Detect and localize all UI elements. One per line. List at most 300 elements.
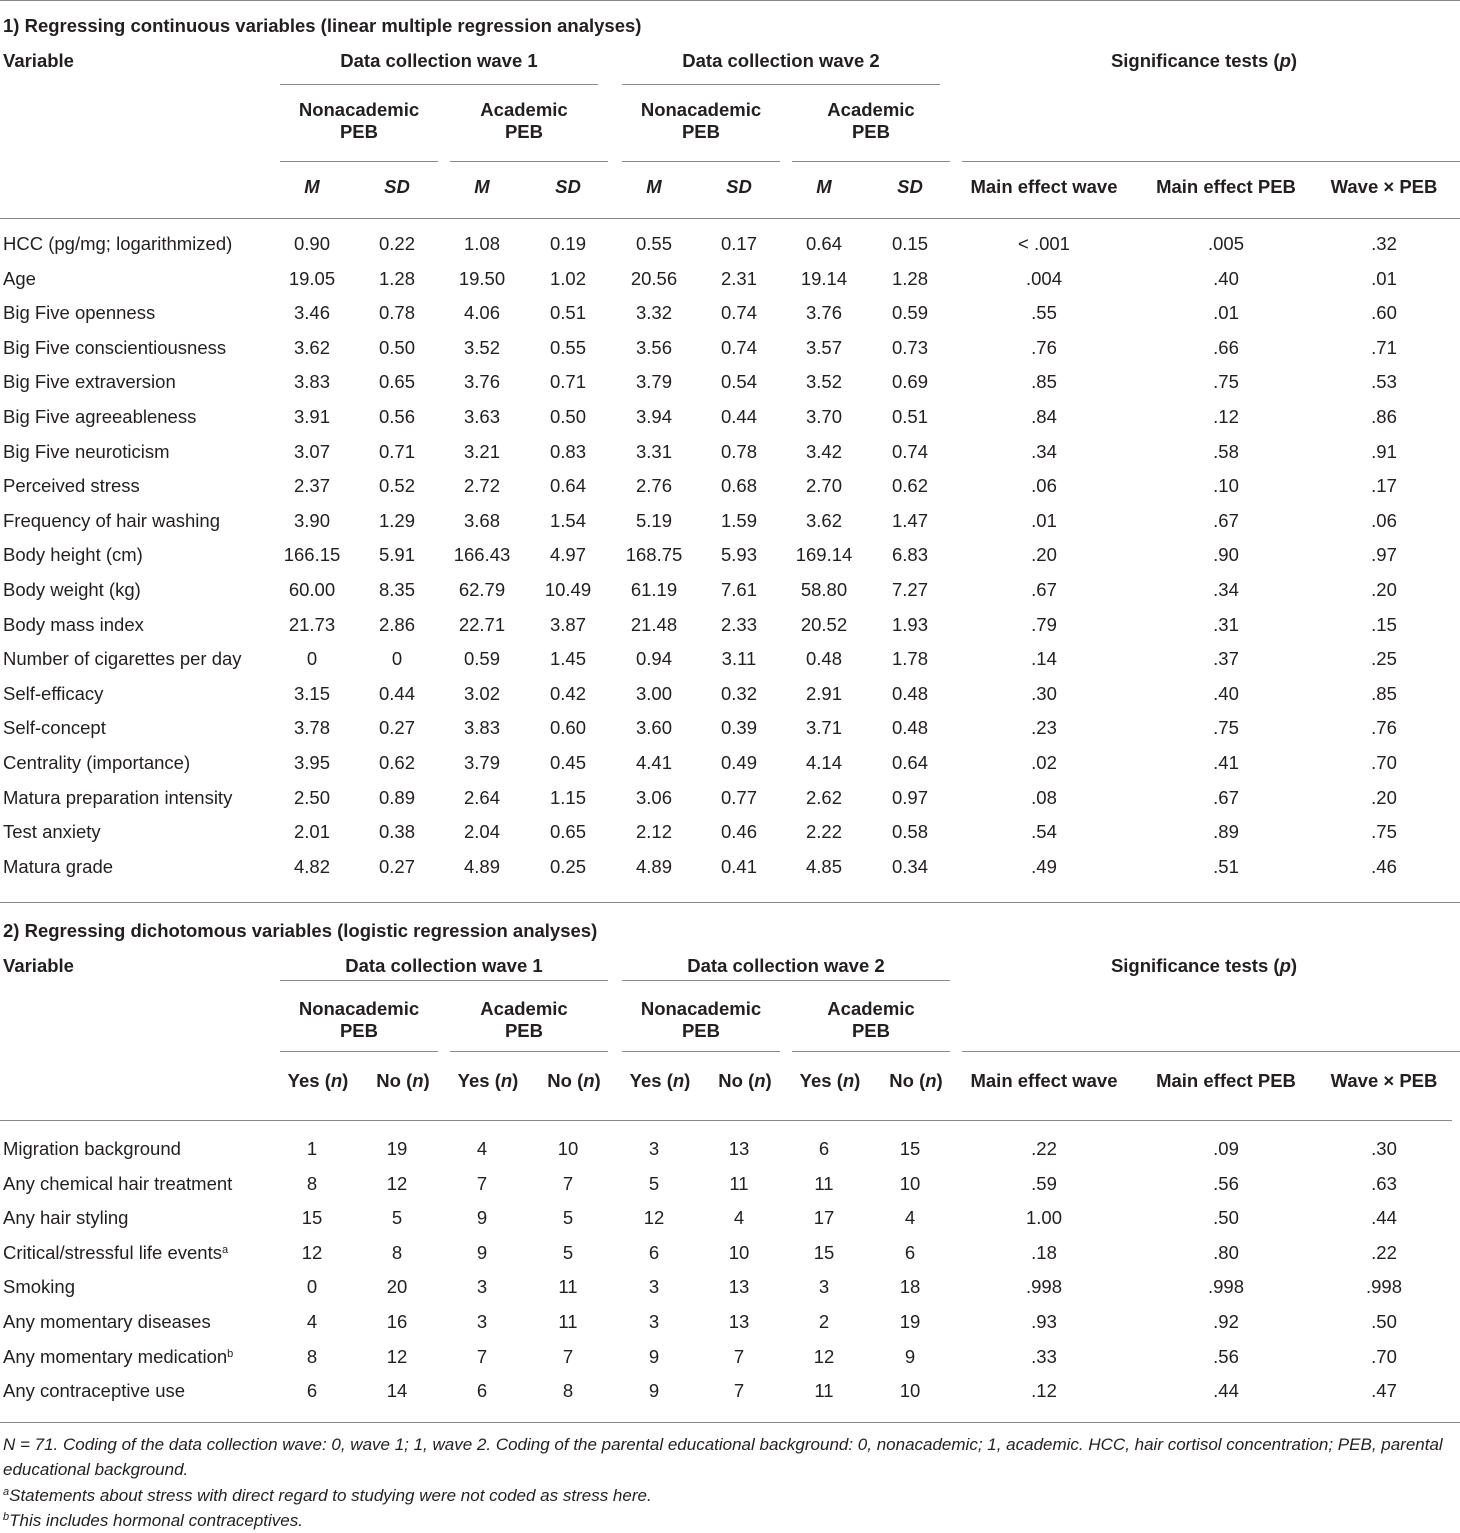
row-variable-name: Age <box>3 267 36 289</box>
table-cell: .75 <box>1213 717 1239 739</box>
table-cell: 11 <box>814 1380 834 1402</box>
table-cell: .59 <box>1031 1172 1057 1194</box>
table-cell: 0.51 <box>549 302 586 324</box>
table-cell: .998 <box>1365 1276 1402 1298</box>
row-variable-name: Big Five neuroticism <box>3 440 170 462</box>
column-header: No (n) <box>376 1070 430 1091</box>
table-row <box>0 1204 1460 1232</box>
table-cell: 1.15 <box>549 786 586 808</box>
table-cell: 60.00 <box>288 579 336 600</box>
table-cell: 4.97 <box>549 544 586 566</box>
table-cell: 0.48 <box>891 682 928 704</box>
s2-header-wave1: Data collection wave 1 <box>345 955 543 976</box>
table-cell: 6 <box>648 1241 660 1263</box>
table-cell: 0.54 <box>720 371 757 393</box>
table-cell: 3.52 <box>463 336 500 358</box>
table-cell: 0.45 <box>549 752 586 773</box>
section2-title: 2) Regressing dichotomous variables (logistic regression analyses) <box>3 920 598 941</box>
table-cell: 10 <box>899 1380 921 1402</box>
table-cell: 9 <box>904 1345 916 1367</box>
table-cell: 3.60 <box>635 717 672 739</box>
table-cell: 0.68 <box>720 475 757 497</box>
table-cell: 0.15 <box>891 233 928 254</box>
table-cell: 19 <box>386 1138 408 1159</box>
table-cell: 3 <box>648 1311 660 1332</box>
table-cell: 0.59 <box>891 302 928 324</box>
table-cell: 12 <box>813 1345 835 1367</box>
table-cell: 12 <box>643 1207 665 1229</box>
table-cell: 0.73 <box>891 336 928 358</box>
table-cell: 8 <box>306 1172 318 1194</box>
table-cell: 3.79 <box>463 752 500 773</box>
row-variable-name: Any momentary diseases <box>3 1311 211 1332</box>
row-variable-name: Big Five conscientiousness <box>3 336 227 358</box>
table-row <box>0 368 1460 396</box>
table-row <box>0 403 1460 431</box>
table-cell: 3.62 <box>805 509 842 531</box>
table-cell: .18 <box>1031 1241 1057 1263</box>
s1-sub-rule-3 <box>622 161 780 162</box>
top-rule <box>0 0 1460 1</box>
table-row <box>0 645 1460 673</box>
s2-sub-rule-4 <box>792 1051 950 1052</box>
table-cell: 2.72 <box>463 475 500 497</box>
table-cell: 13 <box>728 1311 750 1332</box>
table-cell: 5 <box>562 1241 574 1263</box>
row-variable-name: Smoking <box>3 1276 75 1298</box>
table-cell: .31 <box>1213 613 1239 635</box>
column-header: SD <box>384 176 410 197</box>
table-cell: 6.83 <box>891 544 928 566</box>
table-cell: 8 <box>562 1380 574 1402</box>
table-cell: .37 <box>1213 648 1239 670</box>
table-cell: 2.31 <box>720 267 757 289</box>
table-cell: 5 <box>648 1172 660 1194</box>
table-cell: .12 <box>1213 406 1239 427</box>
table-cell: 9 <box>648 1380 660 1402</box>
table-cell: 0.22 <box>378 233 415 254</box>
row-variable-name: Big Five agreeableness <box>3 406 197 427</box>
table-cell: .47 <box>1371 1380 1397 1402</box>
table-cell: .51 <box>1213 855 1239 877</box>
table-cell: 0.41 <box>720 855 757 877</box>
table-cell: 3 <box>648 1276 660 1298</box>
table-cell: 20.52 <box>800 613 848 635</box>
column-header-main-effect-wave: Main effect wave <box>970 176 1118 197</box>
table-row <box>0 818 1460 846</box>
table-cell: 20 <box>386 1276 408 1298</box>
table-cell: 22.71 <box>458 613 506 635</box>
table-cell: 1.59 <box>720 509 757 531</box>
table-cell: 19.50 <box>458 267 506 289</box>
table-cell: .30 <box>1371 1138 1397 1159</box>
table-cell: 0.42 <box>549 682 586 704</box>
table-cell: 2.64 <box>463 786 500 808</box>
table-cell: 3.02 <box>463 682 500 704</box>
table-cell: 0.64 <box>549 475 586 497</box>
table-cell: 3.52 <box>805 371 842 393</box>
table-cell: 3.76 <box>463 371 500 393</box>
table-row <box>0 334 1460 362</box>
table-cell: 1.00 <box>1025 1207 1062 1229</box>
table-cell: 1.29 <box>378 509 415 531</box>
table-cell: .58 <box>1213 440 1239 462</box>
table-cell: .33 <box>1031 1345 1057 1367</box>
row-variable-name: Any momentary medication$^b$ <box>3 1345 234 1367</box>
column-header: SD <box>555 176 581 197</box>
table-cell: 0.62 <box>891 475 928 497</box>
table-cell: 0.34 <box>891 855 928 877</box>
s1-header-bottom-rule <box>0 218 1460 219</box>
table-cell: 2.12 <box>635 821 672 843</box>
table-cell: 15 <box>301 1207 323 1229</box>
table-cell: 2.33 <box>720 613 757 635</box>
table-cell: 3.78 <box>293 717 330 739</box>
table-row <box>0 265 1460 293</box>
column-header: M <box>474 176 490 197</box>
table-cell: 11 <box>729 1172 749 1194</box>
column-header-main-effect-peb: Main effect PEB <box>1156 1070 1296 1091</box>
table-cell: 20.56 <box>630 267 678 289</box>
table-cell: 2.70 <box>805 475 842 497</box>
section1-title: 1) Regressing continuous variables (linear multiple regression analyses) <box>3 15 642 36</box>
column-header-interaction: Wave × PEB <box>1330 176 1438 197</box>
row-variable-name: Any hair styling <box>3 1207 129 1229</box>
row-variable-name: Self-concept <box>3 717 106 739</box>
s1-header-sig: Significance tests (p) <box>1110 50 1298 71</box>
s1-sub-rule-4 <box>792 161 950 162</box>
row-variable-name: Big Five extraversion <box>3 371 176 393</box>
table-cell: .44 <box>1371 1207 1397 1229</box>
table-cell: 0.25 <box>549 855 586 877</box>
s1-header-wave2: Data collection wave 2 <box>682 50 880 71</box>
table-cell: 0.74 <box>891 440 928 462</box>
table-cell: .49 <box>1031 855 1057 877</box>
table-cell: 1.08 <box>463 233 500 254</box>
column-header: M <box>646 176 662 197</box>
s2-w1-academic: Academic PEB <box>480 998 568 1041</box>
s1-sub-rule-1 <box>280 161 438 162</box>
table-cell: 0.69 <box>891 371 928 393</box>
table-cell: 3.31 <box>635 440 672 462</box>
table-cell: 0.60 <box>549 717 586 739</box>
table-cell: 19.14 <box>800 267 848 289</box>
table-cell: 3.46 <box>293 302 330 324</box>
table-cell: 6 <box>818 1138 830 1159</box>
table-cell: 12 <box>386 1172 408 1194</box>
table-cell: 10.49 <box>544 579 592 600</box>
table-cell: 13 <box>728 1276 750 1298</box>
column-header: No (n) <box>547 1070 601 1091</box>
table-cell: 3.90 <box>293 509 330 531</box>
column-header: No (n) <box>718 1070 772 1091</box>
row-variable-name: Body height (cm) <box>3 544 143 566</box>
bottom-rule <box>0 1422 1460 1423</box>
row-variable-name: Body weight (kg) <box>3 579 141 600</box>
row-variable-name: Frequency of hair washing <box>3 509 220 531</box>
table-cell: 0 <box>391 648 403 670</box>
table-cell: 7 <box>476 1172 488 1194</box>
table-cell: 0.27 <box>378 717 415 739</box>
table-cell: 0.64 <box>805 233 842 254</box>
s2-wave2-rule <box>622 980 950 981</box>
table-cell: 16 <box>386 1311 408 1332</box>
table-cell: .67 <box>1213 786 1239 808</box>
table-cell: 3.06 <box>635 786 672 808</box>
table-cell: 0.56 <box>378 406 415 427</box>
table-cell: 0.65 <box>378 371 415 393</box>
table-cell: 3.87 <box>549 613 586 635</box>
table-cell: 7 <box>476 1345 488 1367</box>
table-cell: .25 <box>1371 648 1397 670</box>
table-row <box>0 299 1460 327</box>
table-cell: 0.27 <box>378 855 415 877</box>
table-cell: 4.14 <box>805 752 842 773</box>
table-cell: .40 <box>1213 267 1239 289</box>
table-cell: 0.89 <box>378 786 415 808</box>
table-note-a: $^a$Statements about stress with direct regard to studying were not coded as stress here. <box>3 1486 652 1505</box>
table-cell: 1.93 <box>891 613 928 635</box>
table-cell: 3.00 <box>635 682 672 704</box>
table-cell: .75 <box>1213 371 1239 393</box>
table-cell: 7.27 <box>891 579 928 600</box>
table-cell: .10 <box>1213 475 1239 497</box>
table-cell: 2.50 <box>293 786 330 808</box>
table-cell: 5.93 <box>720 544 757 566</box>
table-cell: .004 <box>1025 267 1062 289</box>
table-cell: .85 <box>1031 371 1057 393</box>
table-cell: 15 <box>813 1241 835 1263</box>
table-cell: 21.48 <box>630 613 678 635</box>
table-cell: 5 <box>391 1207 403 1229</box>
table-cell: 2 <box>818 1311 830 1332</box>
table-cell: 4.89 <box>463 855 500 877</box>
table-cell: .23 <box>1031 717 1057 739</box>
table-cell: .01 <box>1371 267 1397 289</box>
row-variable-name: Body mass index <box>3 613 144 635</box>
table-cell: .20 <box>1371 579 1397 600</box>
table-cell: 7 <box>733 1380 745 1402</box>
table-cell: 3.62 <box>293 336 330 358</box>
table-cell: .20 <box>1371 786 1397 808</box>
table-cell: 0.58 <box>891 821 928 843</box>
row-variable-name: Centrality (importance) <box>3 752 191 773</box>
table-cell: .01 <box>1031 509 1057 531</box>
s2-sub-rule-3 <box>622 1051 780 1052</box>
table-cell: 0.17 <box>720 233 757 254</box>
table-cell: 10 <box>899 1172 921 1194</box>
table-row <box>0 1239 1460 1267</box>
table-cell: 4.85 <box>805 855 842 877</box>
table-cell: 0.90 <box>293 233 330 254</box>
row-variable-name: Migration background <box>3 1138 181 1159</box>
column-header: M <box>304 176 320 197</box>
table-cell: 2.01 <box>293 821 330 843</box>
s2-wave1-rule <box>280 980 608 981</box>
s1-wave1-rule <box>280 84 598 85</box>
table-cell: 62.79 <box>458 579 506 600</box>
table-cell: 0 <box>306 648 318 670</box>
table-cell: 0.59 <box>463 648 500 670</box>
table-cell: .06 <box>1371 509 1397 531</box>
table-cell: 10 <box>557 1138 579 1159</box>
table-cell: 0.62 <box>378 752 415 773</box>
table-cell: .92 <box>1213 1311 1239 1332</box>
table-cell: 0.39 <box>720 717 757 739</box>
table-cell: 3.07 <box>293 440 330 462</box>
table-cell: 3.11 <box>721 648 757 670</box>
table-cell: 1.02 <box>549 267 586 289</box>
table-cell: 8 <box>306 1345 318 1367</box>
table-cell: 4 <box>306 1311 318 1332</box>
table-cell: 6 <box>306 1380 318 1402</box>
table-row <box>0 472 1460 500</box>
table-cell: .30 <box>1031 682 1057 704</box>
table-row <box>0 1308 1460 1336</box>
table-row <box>0 1377 1460 1405</box>
table-cell: 3.71 <box>805 717 842 739</box>
table-cell: 17 <box>813 1207 835 1229</box>
table-cell: .32 <box>1371 233 1397 254</box>
table-cell: 3.63 <box>463 406 500 427</box>
table-cell: 11 <box>558 1276 578 1298</box>
table-cell: 12 <box>386 1345 408 1367</box>
table-cell: < .001 <box>1018 233 1070 254</box>
column-header-interaction: Wave × PEB <box>1330 1070 1438 1091</box>
s1-header-variable: Variable <box>3 50 74 71</box>
table-cell: 4.06 <box>463 302 500 324</box>
table-cell: 3.95 <box>293 752 330 773</box>
table-cell: 0.55 <box>549 336 586 358</box>
table-cell: 9 <box>648 1345 660 1367</box>
table-cell: .50 <box>1371 1311 1397 1332</box>
table-cell: 2.62 <box>805 786 842 808</box>
table-cell: 4 <box>904 1207 916 1229</box>
row-variable-name: Any contraceptive use <box>3 1380 186 1402</box>
table-cell: 0.38 <box>378 821 415 843</box>
table-row <box>0 680 1460 708</box>
column-header: M <box>816 176 832 197</box>
column-header: Yes (n) <box>799 1070 861 1091</box>
table-cell: 3.76 <box>805 302 842 324</box>
table-cell: 18 <box>899 1276 921 1298</box>
row-variable-name: Self-efficacy <box>3 682 104 704</box>
s2-header-bottom-rule <box>0 1120 1452 1121</box>
table-row <box>0 1135 1460 1163</box>
table-cell: 2.86 <box>378 613 415 635</box>
table-cell: .55 <box>1031 302 1057 324</box>
table-cell: 166.43 <box>453 544 511 566</box>
table-cell: .17 <box>1371 475 1397 497</box>
s2-sub-rule-sig <box>962 1051 1460 1052</box>
table-cell: 58.80 <box>800 579 848 600</box>
table-cell: 6 <box>476 1380 488 1402</box>
column-header: Yes (n) <box>629 1070 691 1091</box>
table-cell: 2.91 <box>805 682 842 704</box>
table-cell: .50 <box>1213 1207 1239 1229</box>
table-cell: 0.71 <box>549 371 586 393</box>
table-cell: 1 <box>306 1138 318 1159</box>
table-row <box>0 1343 1460 1371</box>
table-cell: 4 <box>476 1138 488 1159</box>
table-cell: 169.14 <box>795 544 853 566</box>
table-cell: .86 <box>1371 406 1397 427</box>
table-row <box>0 1273 1460 1301</box>
table-cell: 2.37 <box>293 475 330 497</box>
table-cell: .90 <box>1213 544 1239 566</box>
table-cell: 0.83 <box>549 440 586 462</box>
table-cell: 0.50 <box>549 406 586 427</box>
row-variable-name: Matura preparation intensity <box>3 786 233 808</box>
table-cell: 0.44 <box>720 406 757 427</box>
table-cell: 4.41 <box>635 752 672 773</box>
table-cell: .71 <box>1371 336 1397 358</box>
table-cell: .85 <box>1371 682 1397 704</box>
table-cell: .14 <box>1031 648 1057 670</box>
table-cell: 0.64 <box>891 752 928 773</box>
table-cell: 15 <box>899 1138 921 1159</box>
table-cell: 2.76 <box>635 475 672 497</box>
table-cell: 0.74 <box>720 302 757 324</box>
table-cell: 3 <box>818 1276 830 1298</box>
row-variable-name: Test anxiety <box>3 821 101 843</box>
table-cell: .63 <box>1371 1172 1397 1194</box>
table-cell: 1.28 <box>891 267 928 289</box>
table-cell: .76 <box>1031 336 1057 358</box>
column-header: SD <box>726 176 752 197</box>
table-cell: 3.57 <box>805 336 842 358</box>
table-cell: 2.22 <box>805 821 842 843</box>
row-variable-name: Any chemical hair treatment <box>3 1172 233 1194</box>
table-cell: .70 <box>1371 752 1397 773</box>
table-cell: 0.50 <box>378 336 415 358</box>
table-cell: 4.89 <box>635 855 672 877</box>
table-row <box>0 749 1460 777</box>
table-cell: .89 <box>1213 821 1239 843</box>
table-row <box>0 784 1460 812</box>
table-cell: .66 <box>1213 336 1239 358</box>
table-cell: .91 <box>1371 440 1397 462</box>
table-cell: 3.56 <box>635 336 672 358</box>
table-cell: 0.97 <box>891 786 928 808</box>
table-row <box>0 1170 1460 1198</box>
table-note-b: $^b$This includes hormonal contraceptives. <box>3 1511 303 1530</box>
table-cell: .46 <box>1371 855 1397 877</box>
table-cell: 0.48 <box>805 648 842 670</box>
s1-w2-nonacademic: Nonacademic PEB <box>640 99 762 142</box>
table-cell: 14 <box>386 1380 408 1402</box>
s2-w2-nonacademic: Nonacademic PEB <box>640 998 762 1041</box>
table-row <box>0 853 1460 881</box>
s1-w1-academic: Academic PEB <box>480 99 568 142</box>
table-cell: 0.94 <box>635 648 672 670</box>
row-variable-name: Perceived stress <box>3 475 140 497</box>
table-cell: .12 <box>1031 1380 1057 1402</box>
table-cell: 7 <box>733 1345 745 1367</box>
column-header: No (n) <box>889 1070 943 1091</box>
table-cell: 1.45 <box>549 648 586 670</box>
table-cell: .67 <box>1213 509 1239 531</box>
table-cell: 8 <box>391 1241 403 1263</box>
s1-w1-nonacademic: Nonacademic PEB <box>298 99 420 142</box>
table-cell: 19.05 <box>288 267 336 289</box>
table-cell: .15 <box>1371 613 1397 635</box>
table-cell: .75 <box>1371 821 1397 843</box>
table-cell: .01 <box>1213 302 1239 324</box>
column-header: SD <box>897 176 923 197</box>
table-cell: .34 <box>1213 579 1239 600</box>
table-cell: 3.83 <box>293 371 330 393</box>
